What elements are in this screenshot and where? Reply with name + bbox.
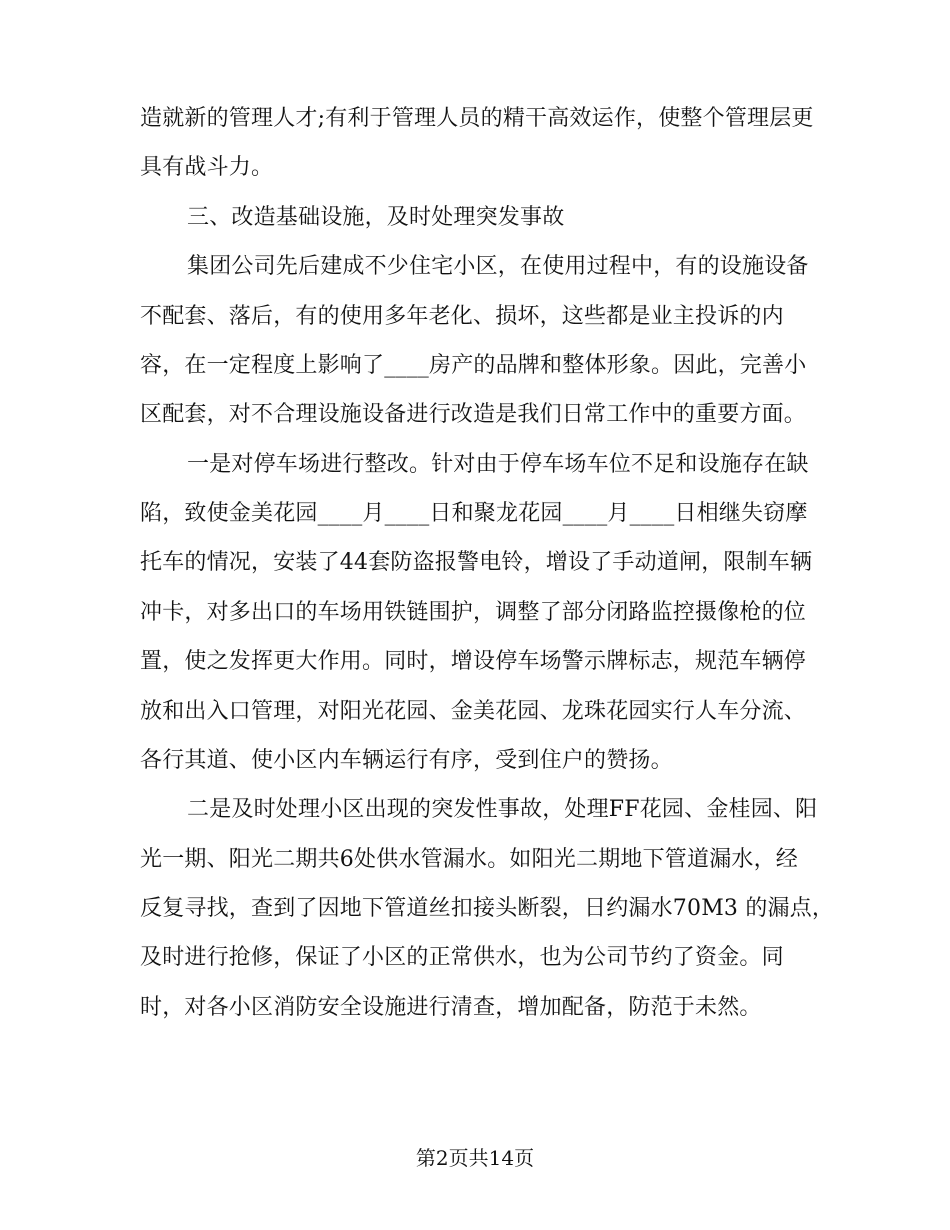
- page-number: 第2页共14页: [415, 1146, 535, 1170]
- section-heading: 三、改造基础设施，及时处理突发事故: [187, 205, 565, 230]
- text-line: 容，在一定程度上影响了____房产的品牌和整体形象。因此，完善小: [140, 353, 807, 378]
- text-line: 区配套，对不合理设施设备进行改造是我们日常工作中的重要方面。: [140, 402, 807, 427]
- text-line: 托车的情况，安装了44套防盗报警电铃，增设了手动道闸，限制车辆: [140, 550, 813, 575]
- text-line: 陷，致使金美花园____月____日和聚龙花园____月____日相继失窃摩: [140, 501, 808, 526]
- text-line: 一是对停车场进行整改。针对由于停车场车位不足和设施存在缺: [187, 452, 809, 477]
- text-line: 二是及时处理小区出现的突发性事故，处理FF花园、金桂园、阳: [187, 797, 818, 822]
- text-line: 集团公司先后建成不少住宅小区，在使用过程中，有的设施设备: [187, 254, 809, 279]
- text-line: 造就新的管理人才;有利于管理人员的精干高效运作，使整个管理层更: [140, 106, 814, 131]
- text-line: 各行其道、使小区内车辆运行有序，受到住户的赞扬。: [140, 748, 673, 773]
- text-line: 反复寻找，查到了因地下管道丝扣接头断裂，日约漏水70M3 的漏点，: [140, 896, 835, 921]
- text-line: 置，使之发挥更大作用。同时，增设停车场警示牌标志，规范车辆停: [140, 649, 807, 674]
- text-line: 光一期、阳光二期共6处供水管漏水。如阳光二期地下管道漏水，经: [140, 847, 798, 872]
- text-line: 放和出入口管理，对阳光花园、金美花园、龙珠花园实行人车分流、: [140, 699, 807, 724]
- text-line: 不配套、落后，有的使用多年老化、损坏，这些都是业主投诉的内: [140, 304, 784, 329]
- text-line: 冲卡，对多出口的车场用铁链围护，调整了部分闭路监控摄像枪的位: [140, 600, 807, 625]
- text-line: 时，对各小区消防安全设施进行清查，增加配备，防范于未然。: [140, 995, 762, 1020]
- text-line: 及时进行抢修，保证了小区的正常供水，也为公司节约了资金。同: [140, 945, 784, 970]
- text-line: 具有战斗力。: [140, 155, 274, 180]
